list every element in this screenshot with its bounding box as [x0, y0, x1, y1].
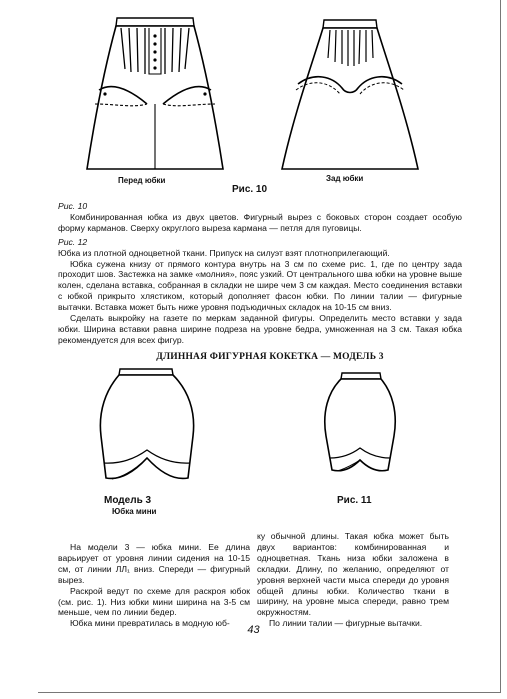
section-heading: ДЛИННАЯ ФИГУРНАЯ КОКЕТКА — МОДЕЛЬ 3 — [156, 352, 384, 362]
left-column — [58, 542, 250, 629]
front-skirt-drawing — [85, 14, 225, 174]
left-paragraph-2: Раскрой ведут по схеме для раскроя юбок (см. рис. 1). Низ юбки мини ширина на 3-5 см меньше, чем по линии бедер. — [58, 585, 250, 618]
right-paragraph-1: ку обычной длины. Такая юбка может быть двух вариантов: комбинированная и одноцветная. Ткань низа юбки заложена в складки. Длину, по желанию, определяют от уровня верхней части мыса спереди до уровня общей длины юбки. Количество ткани в ширину, на уровне мыса спереди, равно трем окружностям. — [257, 531, 449, 618]
model-3-caption: Модель 3 — [104, 495, 152, 506]
left-paragraph-3: Юбка мини превратилась в модную юб- — [70, 618, 230, 629]
page-number: 43 — [247, 624, 260, 636]
left-paragraph-1: На модели 3 — юбка мини. Ее длина варьирует от уровня линии сидения на 10-15 см, от линии ЛЛ₁ вниз. Спереди — фигурный вырез. — [58, 542, 250, 585]
figure-12-label: Рис. 12 — [58, 236, 88, 247]
figure-12-paragraph-3: Сделать выкройку на газете по меркам заданной фигуры. Определить место вставки у зада юбки. Ширина вставки равна ширине подреза на уровне бедра, умноженная на 3 см. Такая юбка рекомендуется для всех фигур. — [58, 313, 462, 345]
front-skirt-caption: Перед юбки — [118, 176, 166, 185]
text-block-1 — [58, 201, 462, 346]
figure-10-title: Рис. 10 — [232, 184, 268, 195]
figure-12-paragraph: Юбка из плотной одноцветной ткани. Припуск на силуэт взят плотноприлегающий. — [58, 247, 390, 258]
figure-10-paragraph: Комбинированная юбка из двух цветов. Фигурный вырез с боковых сторон создает особую форму карманов. Сверху округлого выреза кармана — петля для пуговицы. — [58, 211, 462, 233]
back-skirt-caption: Зад юбки — [326, 174, 364, 183]
figure-10-label: Рис. 10 — [58, 201, 88, 211]
figure-12-paragraph-2: Юбка сужена книзу от прямого контура внутрь на 3 см по схеме рис. 1, где по центру зада проходит шов. Застежка на замке «молния», пояс узкий. От центрального шва юбки на уровне выше колен, сделана вставка, собранная в складки не шире чем 3 см каждая. Место соединения вставки с юбкой прикрыто хлястиком, который дополняет фасон юбки. По линии талии — фигурные вытачки. Вставка может быть ниже уровня подъюдичных складок на 10-15 см вниз. — [58, 258, 462, 313]
model-3-skirt-drawing — [92, 366, 202, 491]
figure-11-skirt-drawing — [310, 370, 410, 490]
right-paragraph-2: По линии талии — фигурные вытачки. — [269, 618, 423, 629]
back-skirt-drawing — [280, 14, 420, 174]
model-3-subcaption: Юбка мини — [112, 507, 157, 516]
right-column — [257, 531, 449, 629]
figure-11-caption: Рис. 11 — [337, 495, 372, 506]
